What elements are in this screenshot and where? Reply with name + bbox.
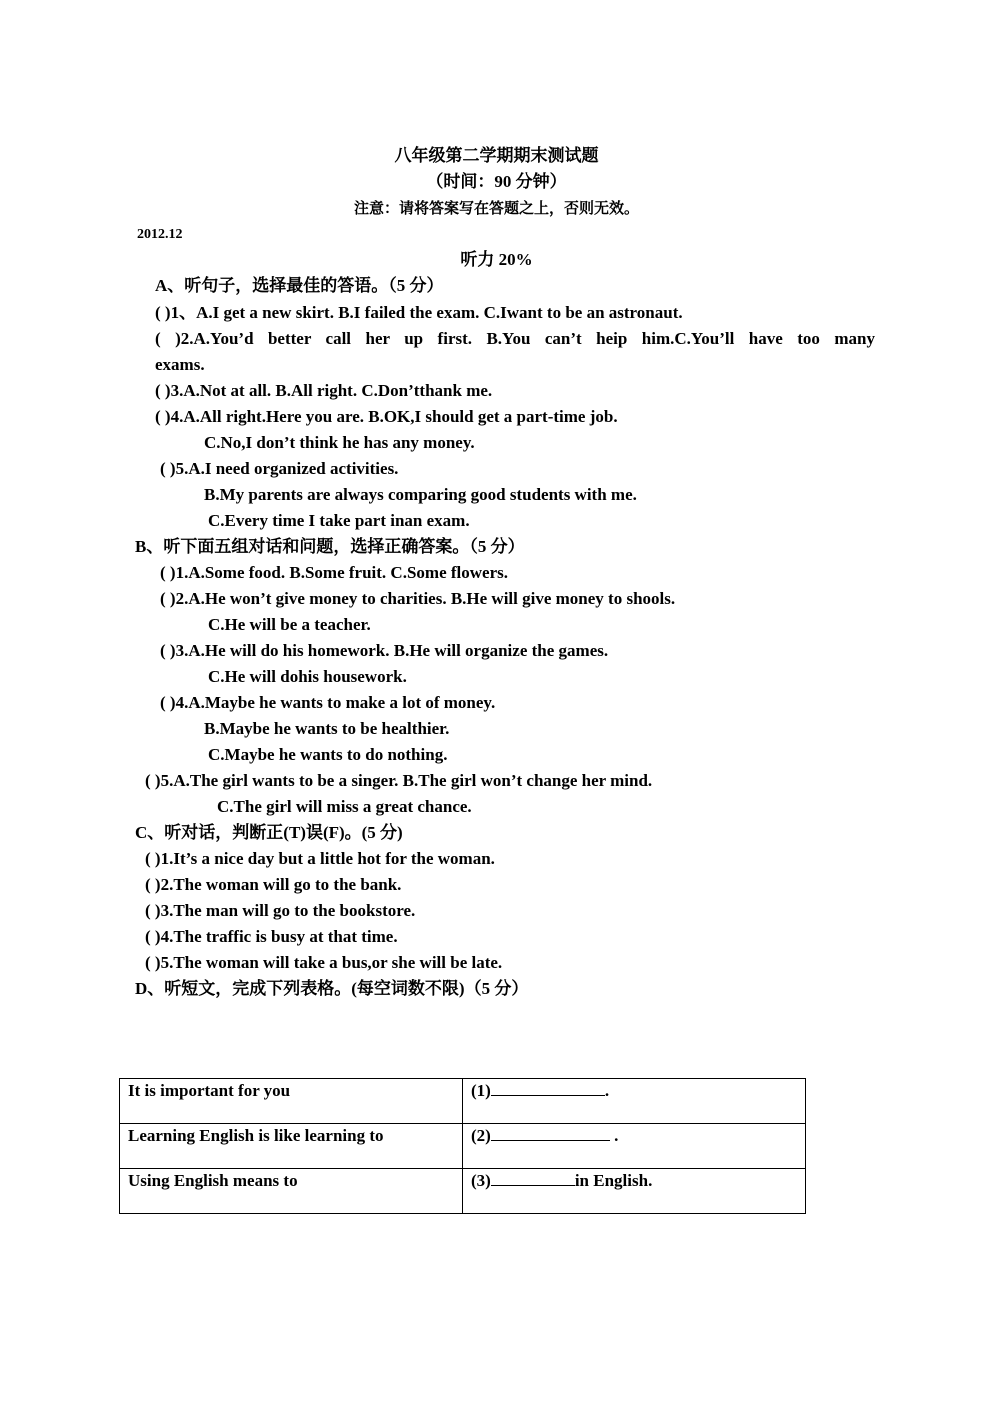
part-c-line: ( )2.The woman will go to the bank. xyxy=(145,875,402,894)
exam-title: 八年级第二学期期末测试题 xyxy=(394,146,599,165)
part-b-line: C.The girl will miss a great chance. xyxy=(217,797,472,816)
part-c-line: ( )4.The traffic is busy at that time. xyxy=(145,927,398,946)
part-c-heading: C、听对话，判断正(T)误(F)。(5 分) xyxy=(135,823,403,842)
blank-number: (2) xyxy=(471,1126,491,1145)
part-a-heading: A、听句子，选择最佳的答语。（5 分） xyxy=(155,276,444,295)
table-cell-prompt: Using English means to xyxy=(120,1169,463,1214)
part-b-line: ( )2.A.He won’t give money to charities. B.He will give money to shools. xyxy=(160,589,676,608)
part-a-line: C.Every time I take part inan exam. xyxy=(208,511,470,530)
exam-note: 注意：请将答案写在答题之上，否则无效。 xyxy=(353,201,639,217)
answer-table xyxy=(119,1078,806,1214)
exam-time: （时间：90 分钟） xyxy=(426,172,567,191)
answer-blank[interactable] xyxy=(491,1171,575,1186)
part-a-line: B.My parents are always comparing good students with me. xyxy=(204,485,637,504)
answer-blank[interactable] xyxy=(491,1081,605,1096)
part-d-heading: D、听短文，完成下列表格。(每空词数不限)（5 分） xyxy=(135,979,529,998)
part-a-line: ( )2.A.You’d better call her up first. B.You can’t heip him.C.You’ll have too many xyxy=(155,329,875,348)
part-b-heading: B、听下面五组对话和问题，选择正确答案。（5 分） xyxy=(135,537,525,556)
part-a-line: ( )3.A.Not at all. B.All right. C.Don’tthank me. xyxy=(155,381,493,400)
part-a-line: C.No,I don’t think he has any money. xyxy=(204,433,475,452)
table-row xyxy=(120,1079,806,1124)
part-c-line: ( )5.The woman will take a bus,or she will be late. xyxy=(145,953,503,972)
part-b-line: ( )1.A.Some food. B.Some fruit. C.Some flowers. xyxy=(160,563,508,582)
part-b-line: C.He will be a teacher. xyxy=(208,615,371,634)
blank-suffix: . xyxy=(609,1126,619,1145)
part-b-line: B.Maybe he wants to be healthier. xyxy=(204,719,450,738)
blank-suffix: . xyxy=(604,1081,610,1100)
blank-suffix: in English. xyxy=(574,1171,653,1190)
part-b-line: ( )3.A.He will do his homework. B.He will organize the games. xyxy=(160,641,609,660)
answer-blank[interactable] xyxy=(491,1126,610,1141)
blank-number: (1) xyxy=(471,1081,491,1100)
table-row xyxy=(120,1169,806,1214)
table-cell-prompt: It is important for you xyxy=(120,1079,463,1124)
part-a-line: ( )1、A.I get a new skirt. B.I failed the exam. C.Iwant to be an astronaut. xyxy=(155,303,683,322)
table-cell-answer[interactable] xyxy=(463,1079,806,1124)
part-c-line: ( )3.The man will go to the bookstore. xyxy=(145,901,416,920)
section-title: 听力 20% xyxy=(460,250,533,269)
table-row xyxy=(120,1124,806,1169)
part-a-line: ( )5.A.I need organized activities. xyxy=(160,459,399,478)
part-c-line: ( )1.It’s a nice day but a little hot for the woman. xyxy=(145,849,495,868)
table-cell-prompt: Learning English is like learning to xyxy=(120,1124,463,1169)
part-a-line: ( )4.A.All right.Here you are. B.OK,I should get a part-time job. xyxy=(155,407,618,426)
table-cell-answer[interactable] xyxy=(463,1124,806,1169)
part-b-line: C.Maybe he wants to do nothing. xyxy=(208,745,448,764)
part-a-line: exams. xyxy=(155,355,205,374)
table-cell-answer[interactable] xyxy=(463,1169,806,1214)
part-b-line: ( )5.A.The girl wants to be a singer. B.The girl won’t change her mind. xyxy=(145,771,653,790)
blank-number: (3) xyxy=(471,1171,491,1190)
exam-date: 2012.12 xyxy=(137,227,183,242)
part-b-line: C.He will dohis housework. xyxy=(208,667,407,686)
part-b-line: ( )4.A.Maybe he wants to make a lot of money. xyxy=(160,693,496,712)
